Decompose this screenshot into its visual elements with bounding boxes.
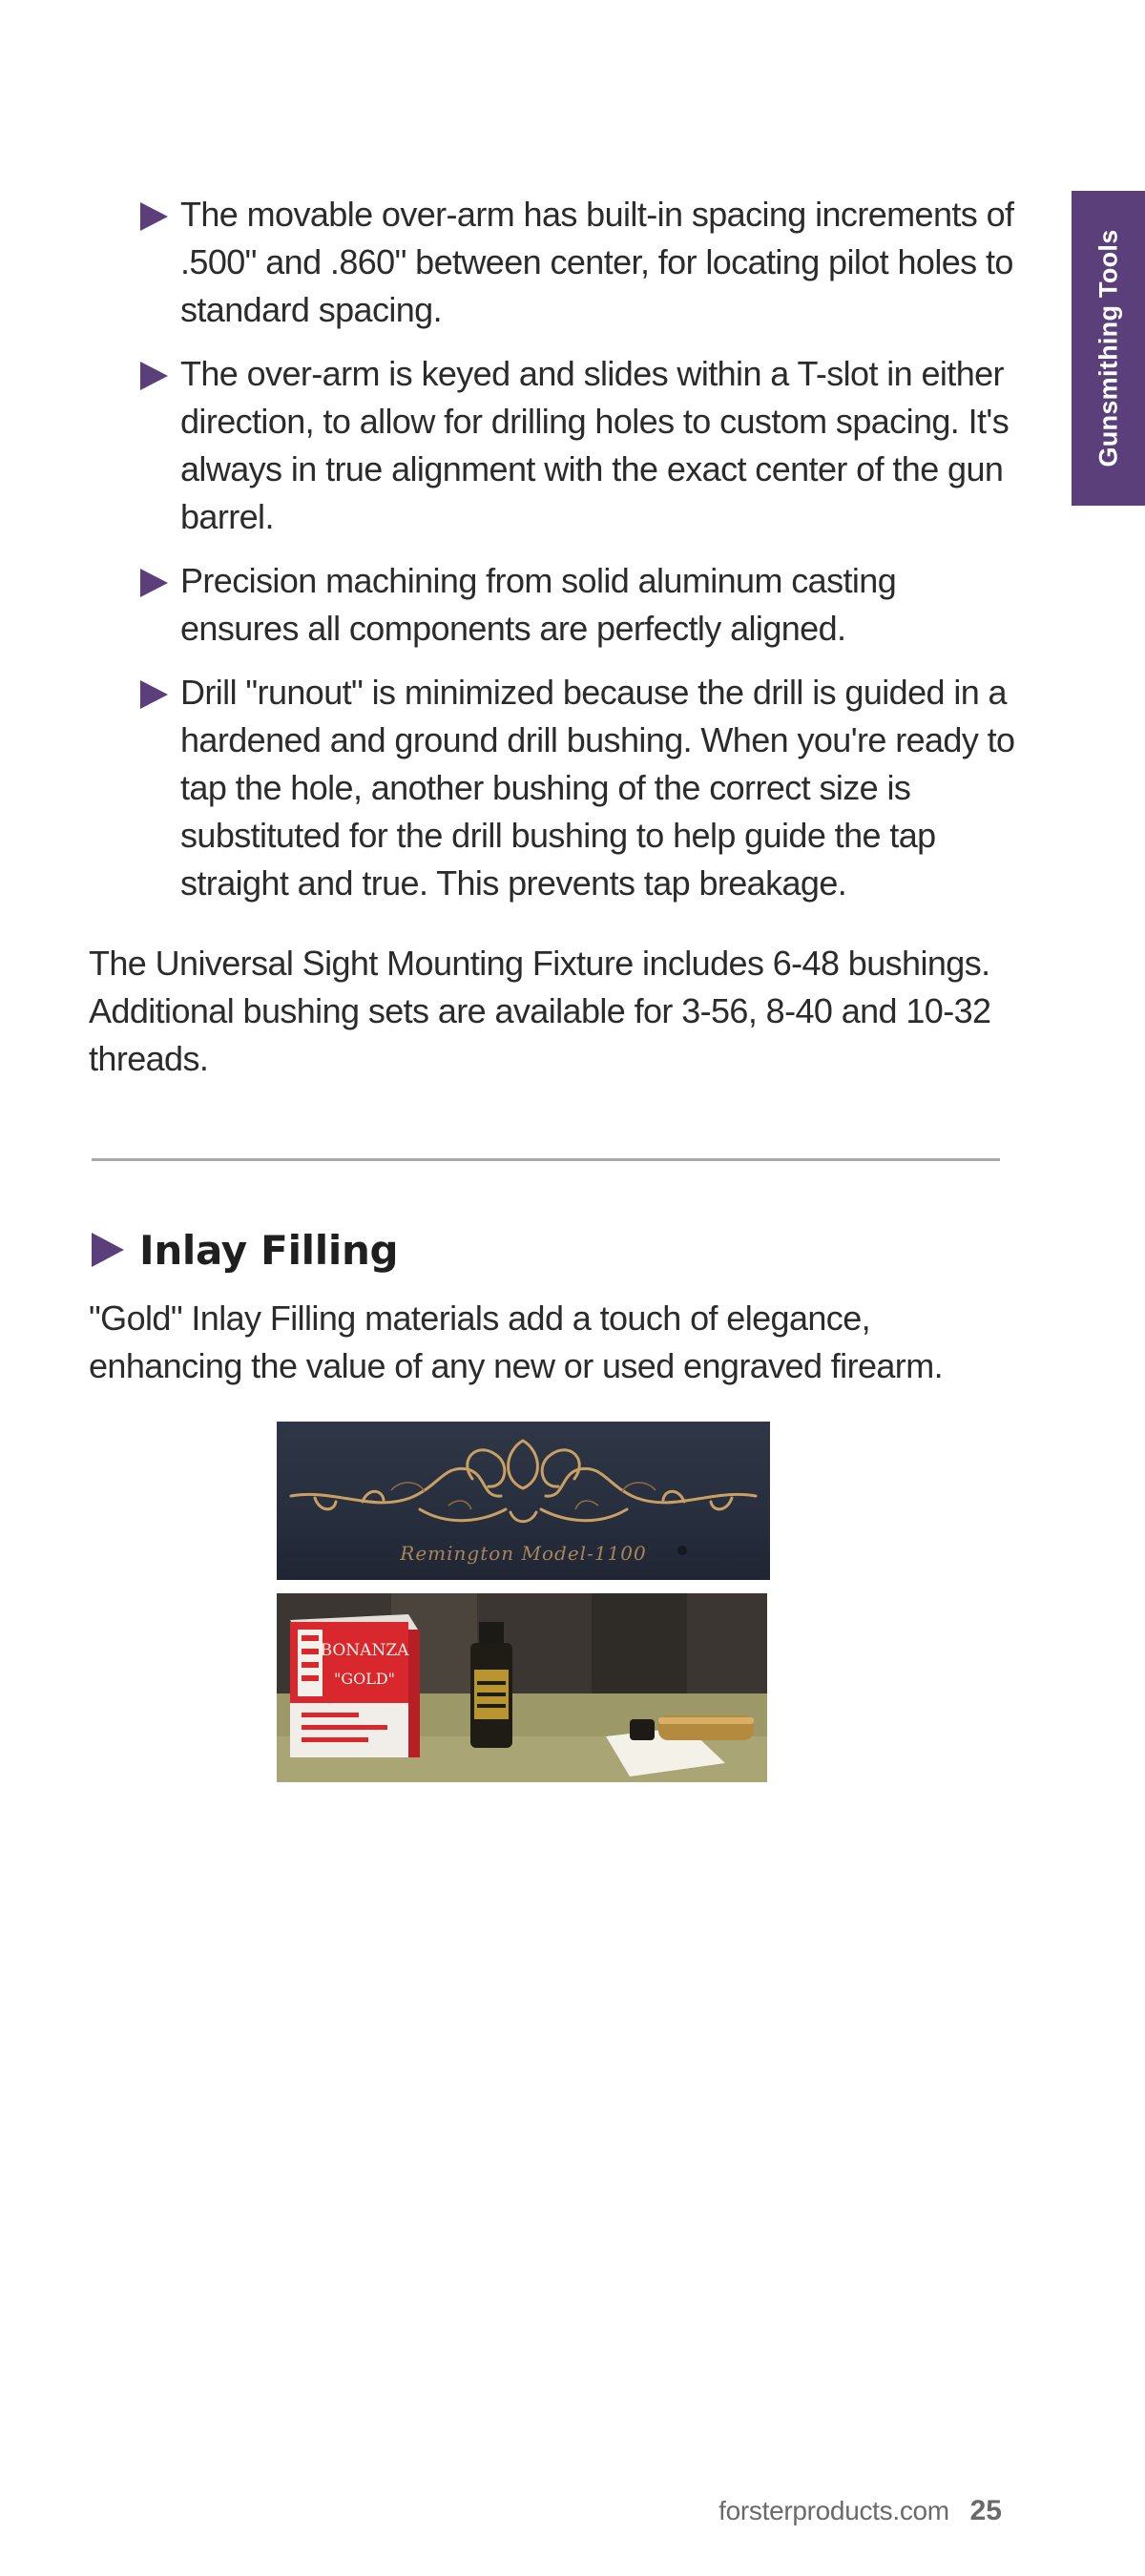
feature-text: Drill "runout" is minimized because the drill is guided in a hardened and ground drill bushing. When you're ready to tap the hole, another bushing of the correct size is substituted for the drill bushing to help guide the tap straight and true. This prevents tap breakage. xyxy=(180,673,1015,903)
inlay-heading-text: Inlay Filling xyxy=(139,1226,399,1274)
triangle-heading-icon xyxy=(92,1233,124,1267)
inlay-kit-scene xyxy=(277,1593,767,1782)
feature-bullet xyxy=(140,557,1018,653)
engraved-receiver-photo xyxy=(277,1422,770,1580)
feature-text: The movable over-arm has built-in spacing increments of .500" and .860" between center, for locating pilot holes to standard spacing. xyxy=(180,195,1014,329)
page-number: 25 xyxy=(969,2495,1002,2526)
feature-list xyxy=(140,191,1018,924)
section-divider xyxy=(92,1158,1000,1161)
feature-bullet xyxy=(140,669,1018,907)
triangle-bullet-icon xyxy=(140,202,168,231)
feature-text: The over-arm is keyed and slides within a T-slot in either direction, to allow for drilling holes to custom spacing. It's always in true alignment with the exact center of the gun barrel. xyxy=(180,354,1010,536)
feature-bullet xyxy=(140,350,1018,541)
triangle-bullet-icon xyxy=(140,362,168,390)
triangle-bullet-icon xyxy=(140,569,168,597)
engraving-caption: Remington Model-1100 xyxy=(400,1542,647,1565)
kit-brand-text: BONANZA xyxy=(320,1641,409,1660)
fixture-paragraph: The Universal Sight Mounting Fixture includes 6-48 bushings. Additional bushing sets are available for 3-56, 8-40 and 10-32 threads. xyxy=(89,944,991,1078)
inlay-intro: "Gold" Inlay Filling materials add a touch of elegance, enhancing the value of any new or used engraved firearm. xyxy=(89,1298,943,1385)
inlay-kit-photo xyxy=(277,1593,767,1782)
section-tab-label: Gunsmithing Tools xyxy=(1093,229,1122,467)
feature-text: Precision machining from solid aluminum casting ensures all components are perfectly aligned. xyxy=(180,561,897,648)
section-tab xyxy=(1072,191,1145,506)
triangle-bullet-icon xyxy=(140,680,168,709)
page-footer xyxy=(718,2495,1002,2527)
inlay-heading xyxy=(92,1221,398,1278)
footer-website: forsterproducts.com xyxy=(718,2496,949,2525)
kit-product-text: "GOLD" xyxy=(333,1670,396,1688)
feature-bullet xyxy=(140,191,1018,334)
